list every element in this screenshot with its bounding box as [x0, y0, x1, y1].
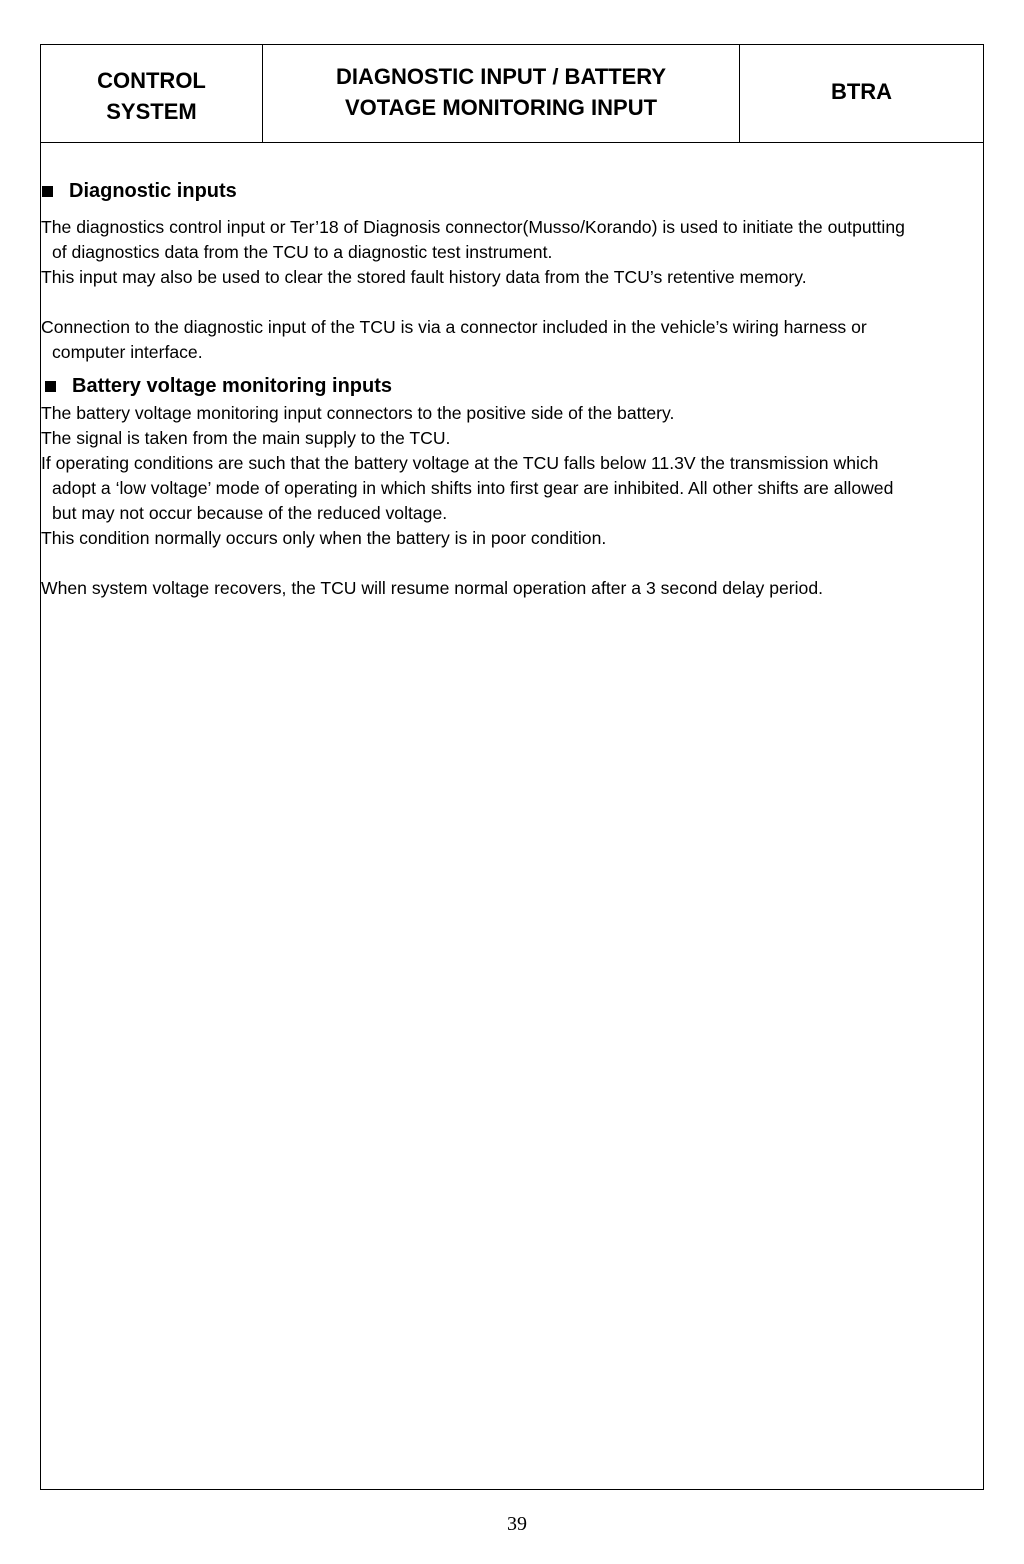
square-bullet-icon	[45, 381, 56, 392]
paragraph: Connection to the diagnostic input of the TCU is via a connector included in the vehicle’s wiring harness or computer interface.	[41, 317, 867, 362]
paragraph: The signal is taken from the main supply to the TCU.	[41, 428, 451, 448]
section-heading-text: Battery voltage monitoring inputs	[72, 375, 393, 397]
paragraph: This condition normally occurs only when the battery is in poor condition.	[41, 528, 607, 548]
paragraph: If operating conditions are such that the battery voltage at the TCU falls below 11.3V the transmission which adopt a ‘low voltage’ mode of operating in which shifts into first gear are inhibited. All other shifts are allowed but may not occur because of the reduced voltage.	[41, 453, 894, 523]
header-category-line: SYSTEM	[106, 98, 197, 124]
square-bullet-icon	[42, 186, 53, 197]
header-title-line: DIAGNOSTIC INPUT / BATTERY	[336, 63, 666, 89]
paragraph: When system voltage recovers, the TCU will resume normal operation after a 3 second delay period.	[41, 578, 823, 598]
section-heading-diagnostic	[41, 178, 911, 204]
page-number: 39	[507, 1513, 527, 1535]
header-title-cell	[263, 45, 740, 142]
header-title-line: VOTAGE MONITORING INPUT	[344, 94, 658, 120]
paragraph: This input may also be used to clear the stored fault history data from the TCU’s retentive memory.	[41, 267, 807, 287]
header-category-cell	[41, 45, 263, 142]
header-brand-cell	[740, 45, 983, 142]
header-brand: BTRA	[830, 79, 893, 104]
paragraph: The battery voltage monitoring input connectors to the positive side of the battery.	[41, 403, 675, 423]
section-heading-battery	[41, 373, 911, 399]
section-heading-text: Diagnostic inputs	[69, 180, 237, 202]
header-table	[41, 45, 983, 143]
page-content	[41, 134, 911, 601]
header-category-line: CONTROL	[97, 67, 206, 93]
paragraph: The diagnostics control input or Ter’18 of Diagnosis connector(Musso/Korando) is used to initiate the outputting of diagnostics data from the TCU to a diagnostic test instrument.	[41, 217, 905, 262]
